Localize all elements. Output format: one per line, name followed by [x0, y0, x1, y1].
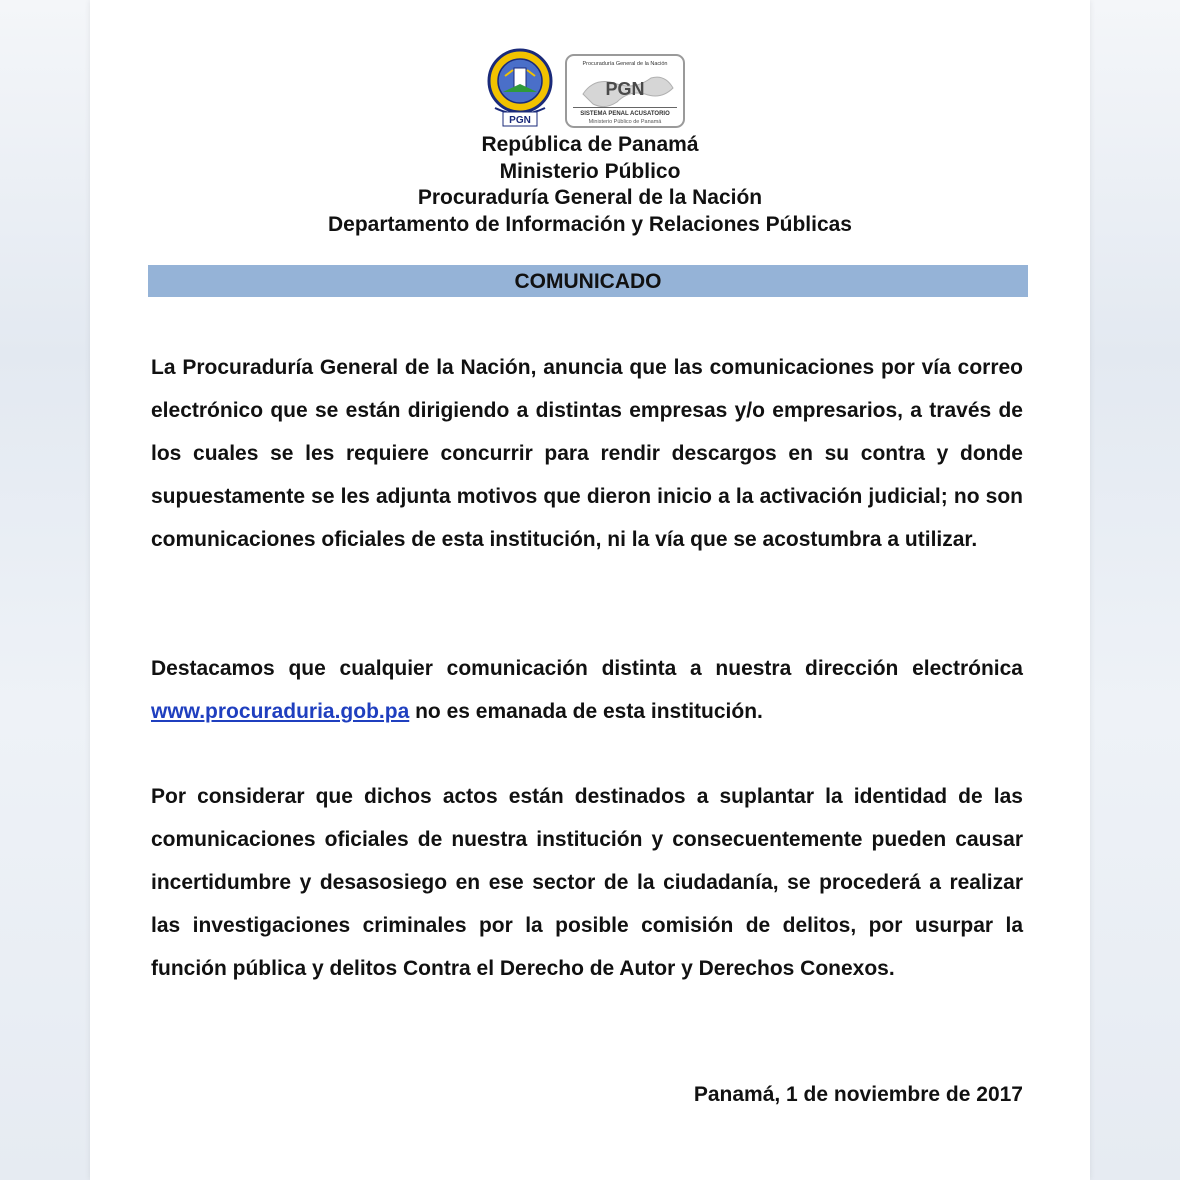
- pgn-seal-logo: [485, 48, 555, 134]
- document-page: [90, 0, 1090, 1180]
- background-right: [1090, 0, 1180, 1180]
- svg-text:SISTEMA PENAL ACUSATORIO: SISTEMA PENAL ACUSATORIO: [580, 111, 670, 117]
- logo-group: [485, 48, 697, 136]
- dateline: Panamá, 1 de noviembre de 2017: [693, 1083, 1023, 1106]
- header-office: Procuraduría General de la Nación: [417, 186, 763, 209]
- background-left: [0, 0, 90, 1180]
- paragraph-2-text-before: Destacamos que cualquier comunicación distinta a nuestra dirección electrónica: [151, 657, 1023, 680]
- svg-text:PGN: PGN: [509, 115, 531, 126]
- svg-text:PGN: PGN: [605, 79, 645, 99]
- header-ministry: Ministerio Público: [499, 159, 681, 183]
- letterhead: [90, 132, 1090, 238]
- paragraph-2-text-after: no es emanada de esta institución.: [415, 700, 763, 723]
- header-country: República de Panamá: [481, 133, 699, 156]
- comunicado-banner: COMUNICADO: [148, 265, 1028, 297]
- paragraph-2: [151, 647, 1023, 733]
- website-link[interactable]: www.procuraduria.gob.pa: [151, 700, 410, 723]
- svg-text:Ministerio Público de Panamá: Ministerio Público de Panamá: [588, 119, 662, 125]
- svg-text:Procuraduría General de la Nac: Procuraduría General de la Nación: [582, 61, 668, 67]
- header-department: Departamento de Información y Relaciones Públicas: [328, 212, 852, 236]
- pgn-badge-logo: [565, 54, 685, 128]
- paragraph-3: Por considerar que dichos actos están destinados a suplantar la identidad de las comunicaciones oficiales de nuestra institución y consecuentemente pueden causar incertidumbre y desasosiego en ese sector de la ciudadanía, se procederá a realizar las investigaciones criminales por la posible comisión de delitos, por usurpar la función pública y delitos Contra el Derecho de Autor y Derechos Conexos.: [151, 785, 1023, 980]
- paragraph-1: La Procuraduría General de la Nación, anuncia que las comunicaciones por vía correo electrónico que se están dirigiendo a distintas empresas y/o empresarios, a través de los cuales se les requiere concurrir para rendir descargos en su contra y donde supuestamente se les adjunta motivos que dieron inicio a la activación judicial; no son comunicaciones oficiales de esta institución, ni la vía que se acostumbra a utilizar.: [151, 356, 1023, 551]
